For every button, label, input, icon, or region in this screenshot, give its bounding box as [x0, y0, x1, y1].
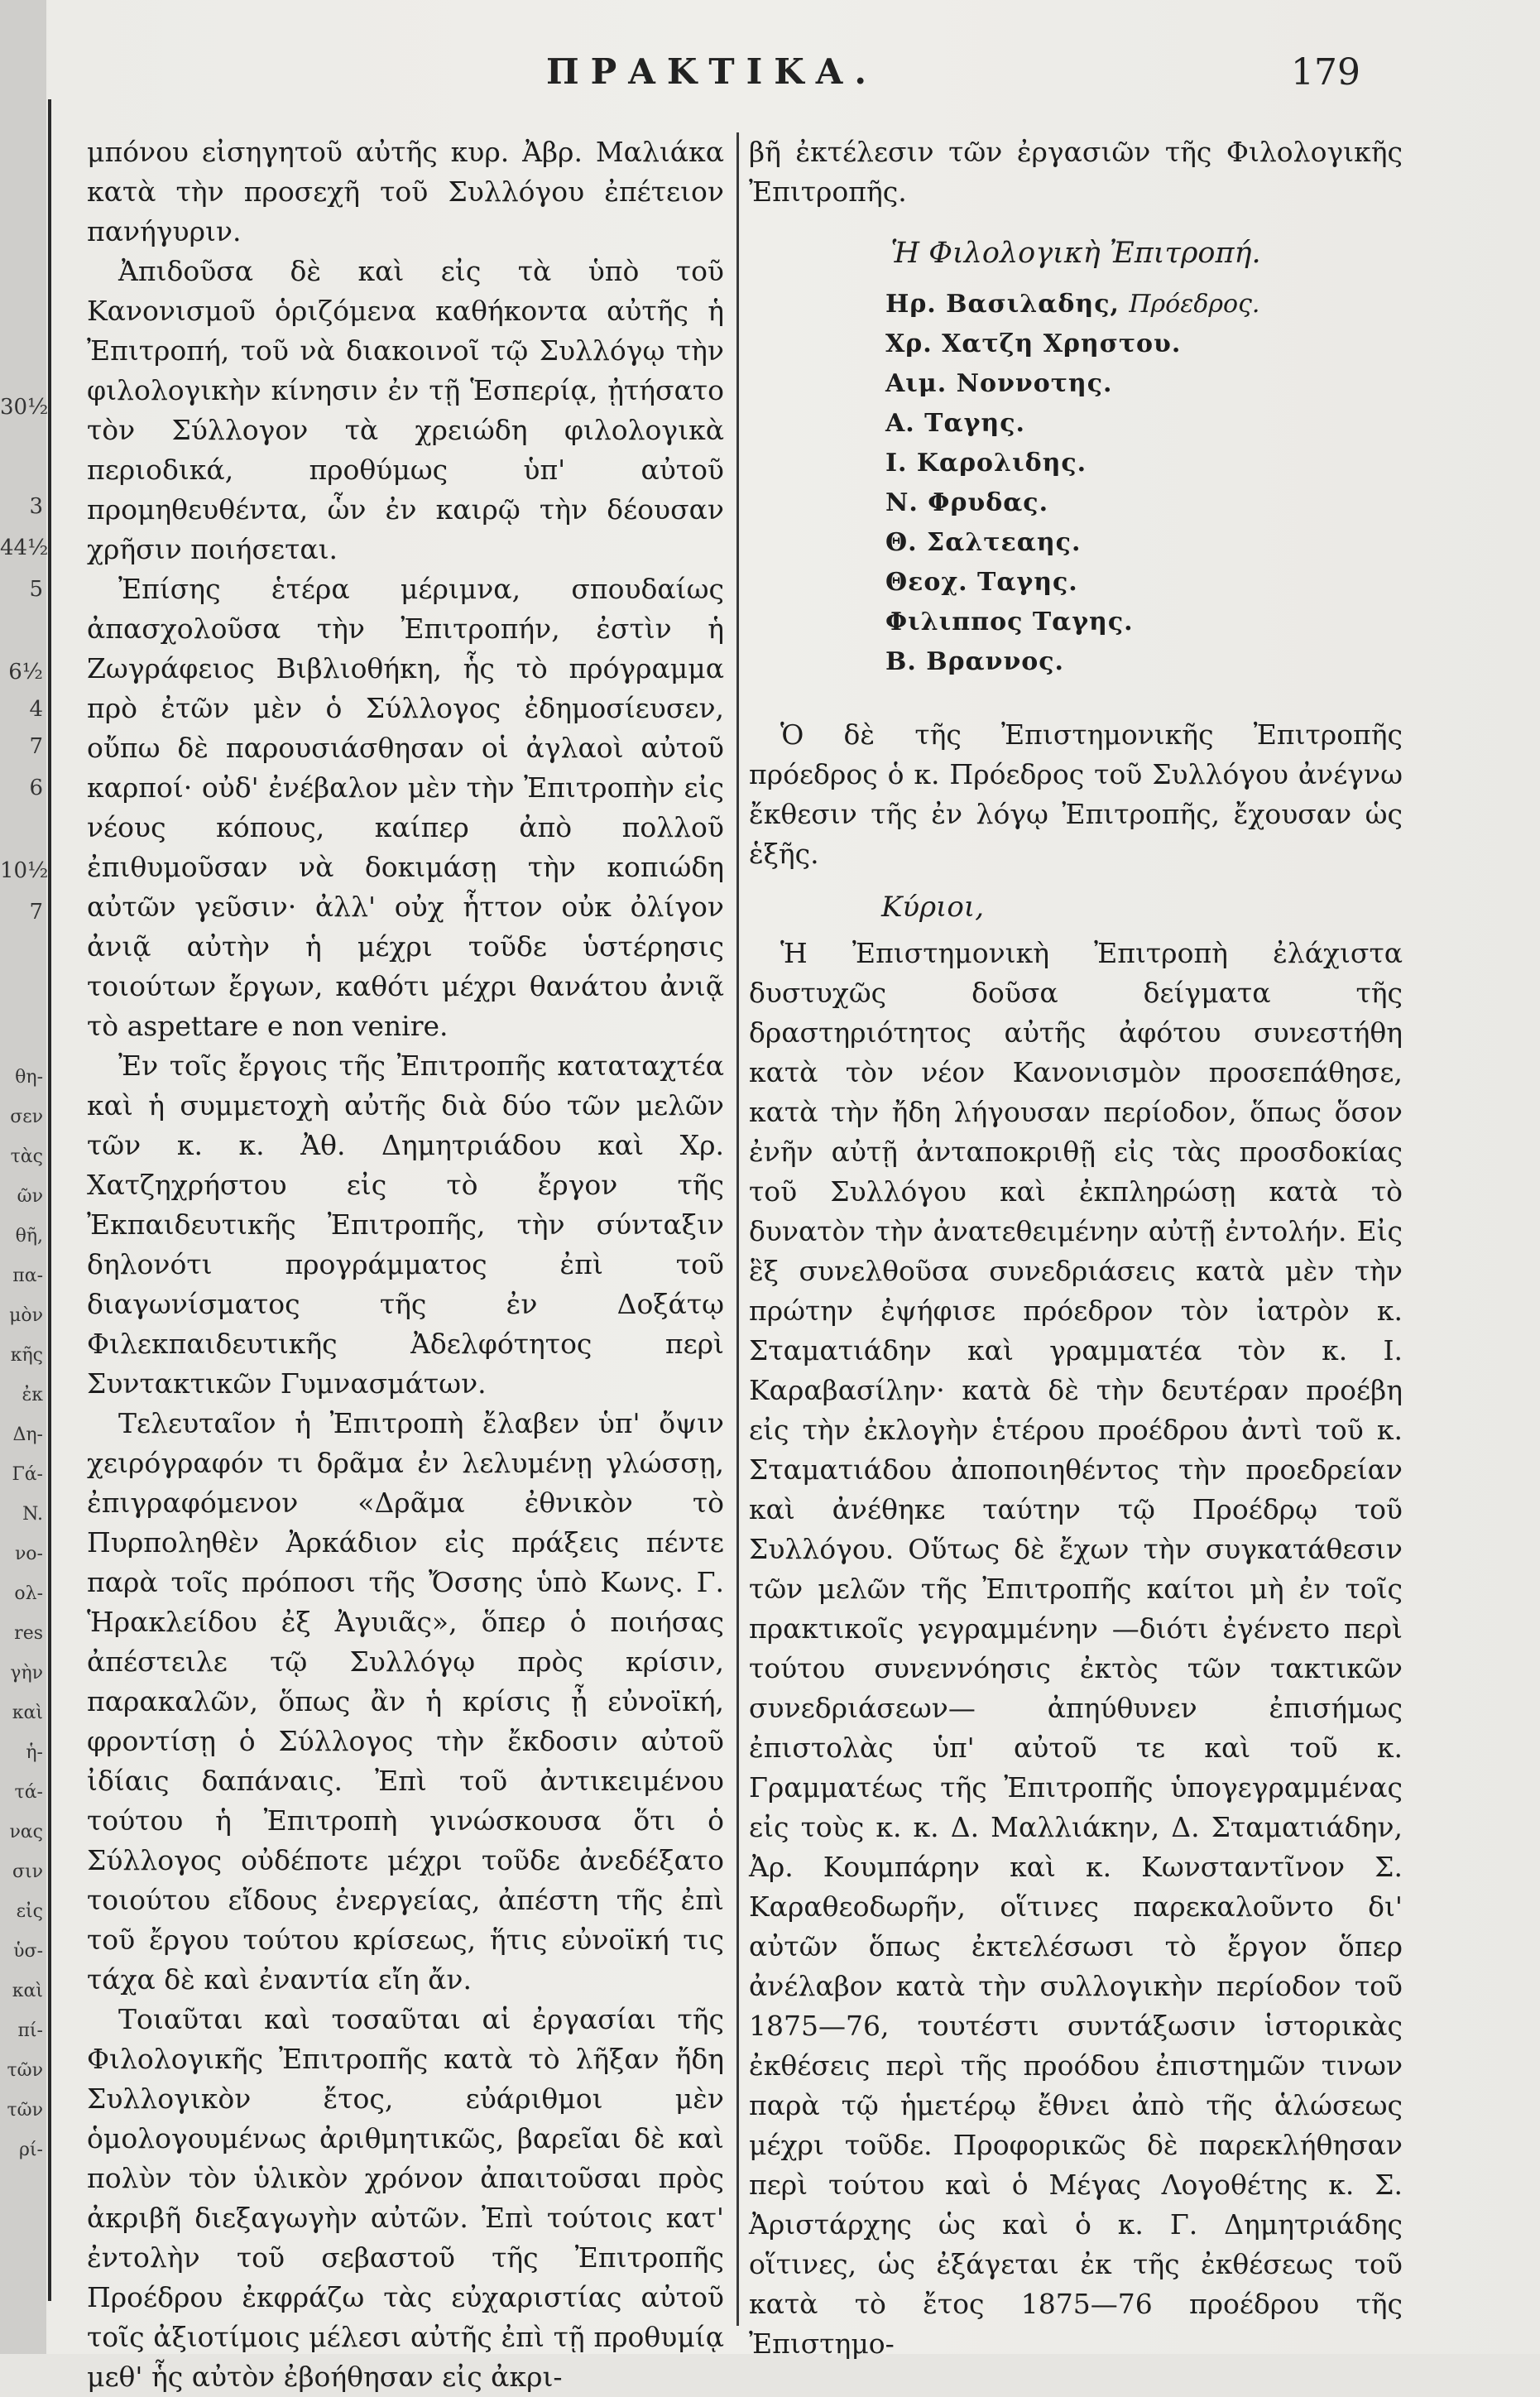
paragraph: Ἐπίσης ἑτέρα μέριμνα, σπουδαίως ἀπασχολοῦσα τὴν Ἐπιτροπήν, ἐστὶν ἡ Ζωγράφειος Βιβλιοθήκη, ἧς τὸ πρόγραμμα πρὸ ἐτῶν μὲν ὁ Σύλλογος ἐδημοσίευσεν, οὔπω δὲ παρουσιάσθησαν οἱ ἀγλαοὶ αὐτοῦ καρποί· οὐδ' ἐνέβαλον μὲν τὴν Ἐπιτροπὴν εἰς νέους κόπους, καίπερ ἀπὸ πολλοῦ ἐπιθυμοῦσαν νὰ δοκιμάσῃ τὴν κοπιώδη αὐτῶν γεῦσιν· ἀλλ' οὐχ ἧττον οὐκ ὀλίγον ἀνιᾷ αὐτὴν ἡ μέχρι τοῦδε ὑστέρησις τοιούτων ἔργων, καθότι μέχρι θανάτου ἀνιᾷ τὸ aspettare e non venire.	[87, 573, 724, 1042]
margin-fragment: N.	[22, 1504, 43, 1525]
margin-fragment: ὑσ-	[13, 1941, 43, 1962]
signatory	[885, 324, 1403, 364]
signatory-name: Ηρ. Βασιλαδης,	[885, 290, 1120, 319]
signatory	[885, 483, 1403, 523]
margin-number: 6½	[8, 660, 43, 685]
margin-fragment: εἰς	[16, 1901, 43, 1922]
margin-fragment: τά-	[14, 1782, 43, 1803]
margin-fragment: καὶ	[12, 1703, 43, 1723]
signatory-role: Πρόεδρος.	[1129, 290, 1260, 319]
margin-fragment: νας	[9, 1822, 43, 1842]
margin-number: 4	[29, 697, 43, 722]
margin-fragment: σιν	[12, 1861, 43, 1882]
column-divider	[736, 132, 739, 2326]
margin-fragment: τὰς	[10, 1146, 43, 1167]
signatory	[885, 364, 1403, 404]
margin-number: 44½	[0, 536, 49, 560]
margin-fragment: θῆ,	[15, 1226, 43, 1247]
left-column	[87, 132, 724, 2397]
margin-number: 7	[29, 734, 43, 759]
margin-number: 30½	[0, 395, 49, 420]
signatory	[885, 642, 1403, 682]
margin-number: 7	[29, 900, 43, 925]
signatory	[885, 444, 1403, 483]
signatory-name: Χρ. Χατζη Χρηστου.	[885, 329, 1182, 358]
paragraph: Ἐν τοῖς ἔργοις τῆς Ἐπιτροπῆς καταταχτέα καὶ ἡ συμμετοχὴ αὐτῆς διὰ δύο τῶν μελῶν τῶν κ. κ. Ἀθ. Δημητριάδου καὶ Χρ. Χατζηχρήστου εἰς τὸ ἔργον τῆς Ἐκπαιδευτικῆς Ἐπιτροπῆς, τὴν σύνταξιν δηλονότι προγράμματος ἐπὶ τοῦ διαγωνίσματος τῆς ἐν Δοξάτῳ Φιλεκπαιδευτικῆς Ἀδελφότητος περὶ Συντακτικῶν Γυμνασμάτων.	[87, 1050, 724, 1400]
margin-fragment: μὸν	[9, 1305, 43, 1326]
signatory-name: Ι. Καρολιδης.	[885, 449, 1087, 478]
signatory-name: Φιλιππος Ταγης.	[885, 608, 1134, 636]
margin-fragment: σεν	[10, 1107, 43, 1127]
margin-fragment: Γά-	[12, 1464, 43, 1485]
signature-title: Ἡ Φιλολογικὴ Ἐπιτροπή.	[890, 237, 1261, 270]
margin-fragment: θη-	[15, 1067, 43, 1088]
margin-fragment: ἐκ	[22, 1385, 43, 1405]
signatory	[885, 603, 1403, 642]
margin-fragment: κῆς	[10, 1345, 43, 1366]
running-title: ΠΡΑΚΤΙΚΑ.	[546, 51, 878, 92]
paragraph: Ἀπιδοῦσα δὲ καὶ εἰς τὰ ὑπὸ τοῦ Κανονισμοῦ ὁριζόμενα καθήκοντα αὐτῆς ἡ Ἐπιτροπή, τοῦ νὰ διακοινοῖ τῷ Συλλόγῳ τὴν φιλολογικὴν κίνησιν ἐν τῇ Ἑσπερίᾳ, ᾐτήσατο τὸν Σύλλογον τὰ χρειώδη φιλολογικὰ περιοδικά, προθύμως ὑπ' αὐτοῦ προμηθευθέντα, ὧν ἐν καιρῷ τὴν δέουσαν χρῆσιν ποιήσεται.	[87, 255, 724, 565]
margin-fragment: res	[14, 1623, 43, 1644]
margin-fragment: Δη-	[12, 1424, 43, 1445]
margin-number: 6	[29, 776, 43, 800]
signatory-list	[749, 285, 1403, 682]
margin-number: 3	[29, 494, 43, 519]
margin-fragment: ρί-	[19, 2140, 43, 2160]
margin-number: 5	[29, 577, 43, 602]
signatory-name: Θεοχ. Ταγης.	[885, 568, 1078, 597]
paragraph: μπόνου εἰσηγητοῦ αὐτῆς κυρ. Ἀβρ. Μαλιάκα κατὰ τὴν προσεχῆ τοῦ Συλλόγου ἐπέτειον πανήγυριν.	[87, 136, 724, 247]
paragraph: Τελευταῖον ἡ Ἐπιτροπὴ ἔλαβεν ὑπ' ὄψιν χειρόγραφόν τι δρᾶμα ἐν λελυμένῃ γλώσσῃ, ἐπιγραφόμενον «Δρᾶμα ἐθνικὸν τὸ Πυρποληθὲν Ἀρκάδιον εἰς πράξεις πέντε παρὰ τοῖς πρόποσι τῆς Ὄσσης ὑπὸ Κωνς. Γ. Ἡρακλείδου ἐξ Ἀγυιᾶς», ὅπερ ὁ ποιήσας ἀπέστειλε τῷ Συλλόγῳ πρὸς κρίσιν, παρακαλῶν, ὅπως ἂν ἡ κρίσις ᾖ εὐνοϊκή, φροντίσῃ ὁ Σύλλογος τὴν ἔκδοσιν αὐτοῦ ἰδίαις δαπάναις. Ἐπὶ τοῦ ἀντικειμένου τούτου ἡ Ἐπιτροπὴ γινώσκουσα ὅτι ὁ Σύλλογος οὐδέποτε μέχρι τοῦδε ἀνεδέξατο τοιούτου εἴδους ἐνεργείας, ἀπέστη τῆς ἐπὶ τοῦ ἔργου τούτου κρίσεως, ἥτις εὐνοϊκή τις τάχα δὲ καὶ ἐναντία εἴη ἄν.	[87, 1407, 724, 1996]
margin-fragment: καὶ	[12, 1981, 43, 2001]
margin-fragment: πα-	[12, 1266, 43, 1286]
margin-fragment: τῶν	[7, 2100, 43, 2121]
margin-fragment: ολ-	[14, 1583, 43, 1604]
signatory-name: Θ. Σαλτεαης.	[885, 528, 1082, 557]
signatory	[885, 285, 1403, 324]
margin-fragment: ἡ-	[26, 1742, 43, 1763]
right-column	[749, 132, 1403, 2364]
margin-fragment: νο-	[14, 1544, 43, 1564]
signatory	[885, 563, 1403, 603]
signatory	[885, 404, 1403, 444]
signatory-name: Αιμ. Νοννοτης.	[885, 369, 1113, 398]
signatory	[885, 523, 1403, 563]
margin-fragment: ῶν	[17, 1186, 43, 1207]
margin-fragment: τῶν	[7, 2060, 43, 2081]
page-number: 179	[1291, 51, 1360, 94]
signatory-name: Β. Βραννος.	[885, 647, 1064, 676]
signatory-name: Α. Ταγης.	[885, 409, 1025, 438]
margin-fragment: γὴν	[10, 1663, 43, 1684]
paragraph: Ὁ δὲ τῆς Ἐπιστημονικῆς Ἐπιτροπῆς πρόεδρος ὁ κ. Πρόεδρος τοῦ Συλλόγου ἀνέγνω ἔκθεσιν τῆς ἐν λόγῳ Ἐπιτροπῆς, ἔχουσαν ὡς ἑξῆς.	[749, 718, 1403, 870]
paragraph: βῆ ἐκτέλεσιν τῶν ἐργασιῶν τῆς Φιλολογικῆς Ἐπιτροπῆς.	[749, 136, 1403, 208]
signatory-name: Ν. Φρυδας.	[885, 488, 1049, 517]
salutation: Κύριοι,	[881, 891, 984, 924]
margin-rule	[48, 99, 51, 2301]
paragraph: Ἡ Ἐπιστημονικὴ Ἐπιτροπὴ ἐλάχιστα δυστυχῶς δοῦσα δείγματα τῆς δραστηριότητος αὐτῆς ἀφότου συνεστήθη κατὰ τὸν νέον Κανονισμὸν προσεπάθησε, κατὰ τὴν ἤδη λήγουσαν περίοδον, ὅπως ὅσον ἐνῆν αὐτῇ ἀνταποκριθῇ εἰς τὰς προσδοκίας τοῦ Συλλόγου καὶ ἐκπληρώσῃ κατὰ τὸ δυνατὸν τὴν ἀνατεθειμένην αὐτῇ ἐντολήν. Εἰς ἓξ συνελθοῦσα συνεδριάσεις κατὰ μὲν τὴν πρώτην ἐψήφισε πρόεδρον τὸν ἰατρὸν κ. Σταματιάδην καὶ γραμματέα τὸν κ. Ι. Καραβασίλην· κατὰ δὲ τὴν δευτέραν προέβη εἰς τὴν ἐκλογὴν ἑτέρου προέδρου ἀντὶ τοῦ κ. Σταματιάδου ἀποποιηθέντος τὴν προεδρείαν καὶ ἀνέθηκε ταύτην τῷ Προέδρῳ τοῦ Συλλόγου. Οὕτως δὲ ἔχων τὴν συγκατάθεσιν τῶν μελῶν τῆς Ἐπιτροπῆς καίτοι μὴ ἐν τοῖς πρακτικοῖς γεγραμμένην —διότι ἐγένετο περὶ τούτου συνεννόησις ἐκτὸς τῶν τακτικῶν συνεδριάσεων— ἀπηύθυνεν ἐπισήμως ἐπιστολὰς ὑπ' αὐτοῦ τε καὶ τοῦ κ. Γραμματέως τῆς Ἐπιτροπῆς ὑπογεγραμμένας εἰς τοὺς κ. κ. Δ. Μαλλιάκην, Δ. Σταματιάδην, Ἀρ. Κουμπάρην καὶ κ. Κωνσταντῖνον Σ. Καραθεοδωρῆν, οἵτινες παρεκαλοῦντο δι' αὐτῶν ὅπως ἐκτελέσωσι τὸ ἔργον ὅπερ ἀνέλαβον κατὰ τὴν συλλογικὴν περίοδον τοῦ 1875—76, τουτέστι συντάξωσιν ἱστορικὰς ἐκθέσεις περὶ τῆς προόδου ἐπιστημῶν τινων παρὰ τῷ ἡμετέρῳ ἔθνει ἀπὸ τῆς ἁλώσεως μέχρι τοῦδε. Προφορικῶς δὲ παρεκλήθησαν περὶ τούτου καὶ ὁ Μέγας Λογοθέτης κ. Σ. Ἀριστάρχης ὡς καὶ ὁ κ. Γ. Δημητριάδης οἵτινες, ὡς ἐξάγεται ἐκ τῆς ἐκθέσεως τοῦ κατὰ τὸ ἔτος 1875—76 προέδρου τῆς Ἐπιστημο-	[749, 937, 1403, 2360]
margin-fragment: πί-	[17, 2020, 43, 2041]
margin-number: 10½	[0, 858, 49, 883]
paragraph: Τοιαῦται καὶ τοσαῦται αἱ ἐργασίαι τῆς Φιλολογικῆς Ἐπιτροπῆς κατὰ τὸ λῆξαν ἤδη Συλλογικὸν ἔτος, εὐάριθμοι μὲν ὁμολογουμένως ἀριθμητικῶς, βαρεῖαι δὲ καὶ πολὺν τὸν ὑλικὸν χρόνον ἀπαιτοῦσαι πρὸς ἀκριβῆ διεξαγωγὴν αὐτῶν. Ἐπὶ τούτοις κατ' ἐντολὴν τοῦ σεβαστοῦ τῆς Ἐπιτροπῆς Προέδρου ἐκφράζω τὰς εὐχαριστίας αὐτοῦ τοῖς ἀξιοτίμοις μέλεσι αὐτῆς ἐπὶ τῇ προθυμίᾳ μεθ' ἧς αὐτὸν ἐβοήθησαν εἰς ἀκρι-	[87, 2003, 724, 2393]
